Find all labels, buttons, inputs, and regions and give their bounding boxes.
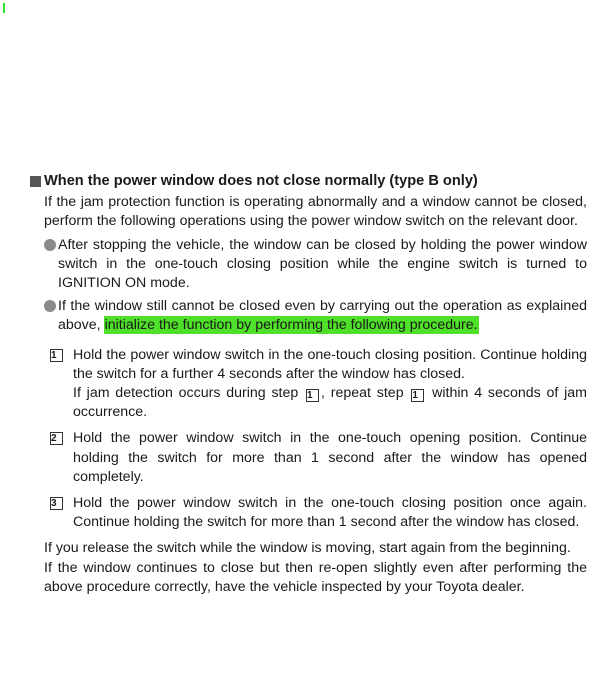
step-note: , repeat step xyxy=(321,385,404,402)
note-paragraph-2: If the window continues to close but then re-open slightly even after performing the above procedure correctly, have the vehicle inspected by your Toyota dealer. xyxy=(44,559,587,595)
step-reference: 1 xyxy=(411,389,424,402)
step-item xyxy=(50,494,587,532)
heading-text: When the power window does not close normally (type B only) xyxy=(44,173,478,189)
step-text: Hold the power window switch in the one-touch closing position once again. Continue holding the switch for more than 1 second after the window has closed. xyxy=(73,495,587,531)
step-number: 1 xyxy=(50,349,63,362)
circle-bullet-icon xyxy=(44,239,56,251)
step-number: 2 xyxy=(50,432,63,445)
bullet-item-1 xyxy=(44,236,587,294)
highlight-marker xyxy=(3,3,5,13)
bullet-1-text: After stopping the vehicle, the window can be closed by holding the power window switch in the one-touch closing position while the engine switch is turned to IGNITION ON mode. xyxy=(58,236,587,292)
step-text: Hold the power window switch in the one-touch opening position. Continue holding the switch for more than 1 second after the window has opened completely. xyxy=(73,430,587,485)
bullet-item-2 xyxy=(44,297,587,335)
step-reference: 1 xyxy=(306,389,319,402)
step-text: Hold the power window switch in the one-touch closing position. Continue holding the switch for a further 4 seconds after the window has closed. xyxy=(73,346,587,382)
document-section xyxy=(30,172,587,597)
step-item xyxy=(50,346,587,423)
highlighted-text: initialize the function by performing the following procedure. xyxy=(104,317,478,334)
procedure-steps xyxy=(50,346,587,533)
step-number: 3 xyxy=(50,497,63,510)
section-heading xyxy=(30,172,587,191)
step-note: within 4 seconds of jam occurrence. xyxy=(73,385,587,421)
intro-paragraph: If the jam protection function is operating abnormally and a window cannot be closed, perform the following operations using the power window switch on the relevant door. xyxy=(44,194,587,230)
circle-bullet-icon xyxy=(44,300,56,312)
square-bullet-icon xyxy=(30,176,41,187)
note-paragraph-1: If you release the switch while the window is moving, start again from the beginning. xyxy=(44,540,571,557)
step-item xyxy=(50,429,587,487)
step-note: If jam detection occurs during step xyxy=(73,385,299,402)
bullet-2-text: If the window still cannot be closed even by carrying out the operation as explained above, xyxy=(58,298,587,334)
